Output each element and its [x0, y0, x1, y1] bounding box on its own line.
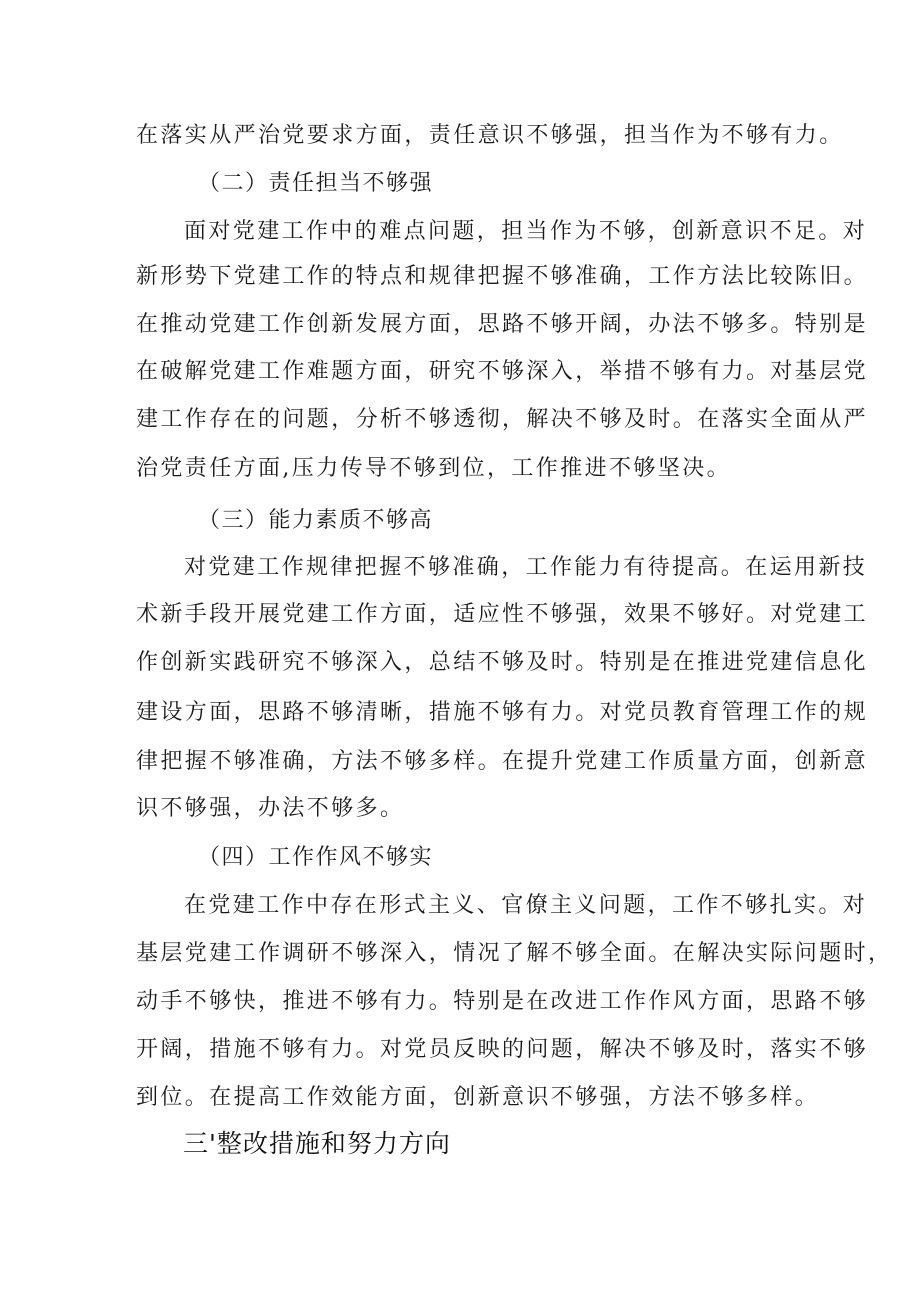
paragraph-line: 作创新实践研究不够深入，总结不够及时。特别是在推进党建信息化 [136, 650, 869, 675]
paragraph-line: 建工作存在的问题，分析不够透彻，解决不够及时。在落实全面从严 [136, 407, 869, 432]
paragraph-line: 术新手段开展党建工作方面，适应性不够强，效果不够好。对党建工 [136, 602, 869, 627]
paragraph-line: 新形势下党建工作的特点和规律把握不够准确，工作方法比较陈旧。 [136, 264, 869, 289]
paragraph-line: 在落实从严治党要求方面，责任意识不够强，担当作为不够有力。 [136, 123, 844, 148]
subheading-3: （三）能力素质不够高 [198, 508, 434, 533]
paragraph-line: 开阔，措施不够有力。对党员反映的问题，解决不够及时，落实不够 [136, 1037, 869, 1062]
section-heading: 三'整改措施和努力方向 [183, 1129, 451, 1158]
paragraph-line: 在破解党建工作难题方面，研究不够深入，举措不够有力。对基层党 [136, 359, 869, 384]
paragraph-line: 律把握不够准确，方法不够多样。在提升党建工作质量方面，创新意 [136, 749, 869, 774]
paragraph-line: 动手不够快，推进不够有力。特别是在改进工作作风方面，思路不够 [136, 989, 869, 1014]
subheading-4: （四）工作作风不够实 [198, 845, 434, 870]
paragraph-line: 到位。在提高工作效能方面，创新意识不够强，方法不够多样。 [136, 1085, 820, 1110]
paragraph-line: 治党责任方面,压力传导不够到位，工作推进不够坚决。 [136, 456, 731, 481]
paragraph-line: 对党建工作规律把握不够准确，工作能力有待提高。在运用新技 [184, 555, 868, 580]
paragraph-line: 建设方面，思路不够清晰，措施不够有力。对党员教育管理工作的规 [136, 700, 869, 725]
paragraph-line: 基层党建工作调研不够深入，情况了解不够全面。在解决实际问题时， [136, 941, 893, 966]
subheading-2: （二）责任担当不够强 [198, 171, 434, 196]
paragraph-line: 面对党建工作中的难点问题，担当作为不够，创新意识不足。对 [184, 219, 868, 244]
paragraph-line: 在党建工作中存在形式主义、官僚主义问题，工作不够扎实。对 [184, 893, 868, 918]
paragraph-line: 在推动党建工作创新发展方面，思路不够开阔，办法不够多。特别是 [136, 312, 869, 337]
paragraph-line: 识不够强，办法不够多。 [136, 796, 405, 821]
